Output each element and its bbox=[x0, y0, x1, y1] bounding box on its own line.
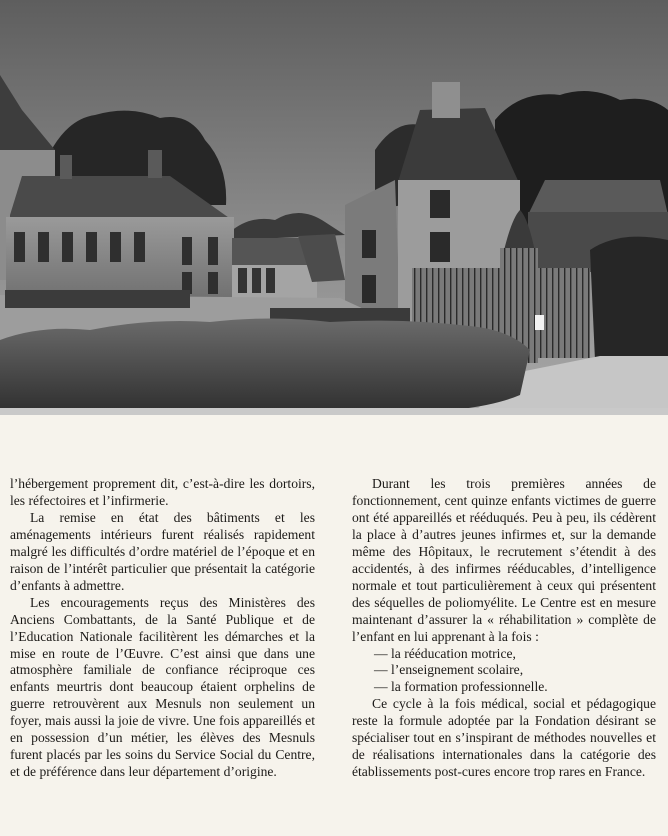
left-paragraph-1: l’hébergement proprement dit, c’est-à-dire les dortoirs, les réfectoires et l’infirmerie. bbox=[10, 476, 315, 508]
left-column bbox=[10, 476, 315, 781]
right-paragraph-1: Durant les trois premières années de fonctionnement, cent quinze enfants victimes de guerre ont été appareillés et rééduqués. Peu à peu, ils cédèrent la place à d’autres jeunes infirmes et, sur la demande même des Hôpitaux, le recrutement s’étendit à des accidentés, à des infirmes rééducables, d’intelligence normale et tout particulièrement à ceux qui présentent des séquelles de poliomyélite. Le Centre est en mesure maintenant d’assurer la « réhabilitation » complète de l’enfant en lui apprenant à la fois : bbox=[352, 476, 656, 644]
right-paragraph-2: Ce cycle à la fois médical, social et pédagogique reste la formule adoptée par la Fondation désirant se spécialiser tout en s’inspirant de méthodes nouvelles et de réalisations internationales dans la catégorie des établissements post-cures encore trop rares en France. bbox=[352, 696, 656, 780]
right-column bbox=[352, 476, 656, 781]
chateau-photograph bbox=[0, 0, 668, 415]
left-paragraph-3: Les encouragements reçus des Ministères des Anciens Combattants, de la Santé Publique et de l’Education Nationale facilitèrent les démarches et la mise en route de l’Œuvre. C’est ainsi que dans une atmosphère familiale de confiance réciproque ces enfants meurtris dont beaucoup étaient orphelins de guerre retrouvèrent aux Mesnuls non seulement un foyer, mais aussi la joie de vivre. Une fois appareillés et en possession d’un métier, les élèves des Mesnuls furent placés par les soins du Service Social du Centre, et de préférence dans leur département d’origine. bbox=[10, 594, 315, 780]
left-paragraph-2: La remise en état des bâtiments et les aménagements intérieurs furent réalisés rapidement malgré les difficultés d’ordre matériel de l’époque et en raison de l’intérêt particulier que présentait la catégorie d’enfants à admettre. bbox=[10, 509, 315, 593]
list-item: — la rééducation motrice, bbox=[374, 646, 656, 663]
list-item: — l’enseignement scolaire, bbox=[374, 662, 656, 679]
rehabilitation-list bbox=[352, 646, 656, 697]
list-item: — la formation professionnelle. bbox=[374, 679, 656, 696]
